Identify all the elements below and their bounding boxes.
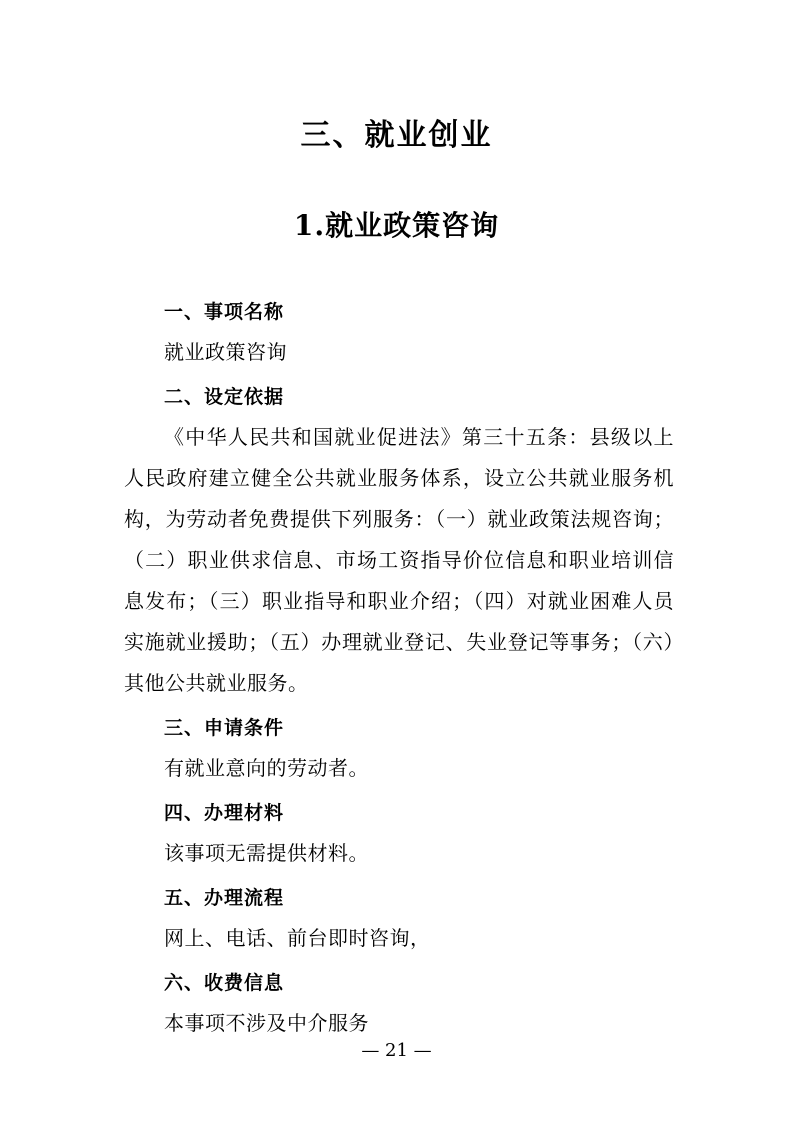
paragraph-item-name: 就业政策咨询 (164, 340, 287, 364)
paragraph-required-materials: 该事项无需提供材料。 (164, 841, 369, 865)
heading-fee-info: 六、收费信息 (164, 972, 285, 994)
heading-item-name: 一、事项名称 (164, 301, 285, 323)
document-body (124, 292, 674, 1044)
heading-required-materials: 四、办理材料 (164, 802, 285, 824)
paragraph-process: 网上、电话、前台即时咨询， (164, 926, 431, 950)
paragraph-legal-basis: 《中华人民共和国就业促进法》第三十五条：县级以上人民政府建立健全公共就业服务体系，设立公共就业服务机构，为劳动者免费提供下列服务：（一）就业政策法规咨询；（二）职业供求信息、市场工资指导价位信息和职业培训信息发布；（三）职业指导和职业介绍；（四）对就业困难人员实施就业援助；（五）办理就业登记、失业登记等事务；（六）其他公共就业服务。 (124, 425, 674, 695)
heading-process: 五、办理流程 (164, 887, 285, 909)
page-number: — 21 — (361, 1040, 432, 1061)
heading-application-conditions: 三、申请条件 (164, 717, 285, 739)
section-title: 1.就业政策咨询 (293, 209, 500, 242)
paragraph-fee-info: 本事项不涉及中介服务 (164, 1011, 369, 1035)
heading-legal-basis: 二、设定依据 (164, 386, 285, 408)
chapter-title: 三、就业创业 (300, 118, 493, 153)
paragraph-application-conditions: 有就业意向的劳动者。 (164, 756, 369, 780)
